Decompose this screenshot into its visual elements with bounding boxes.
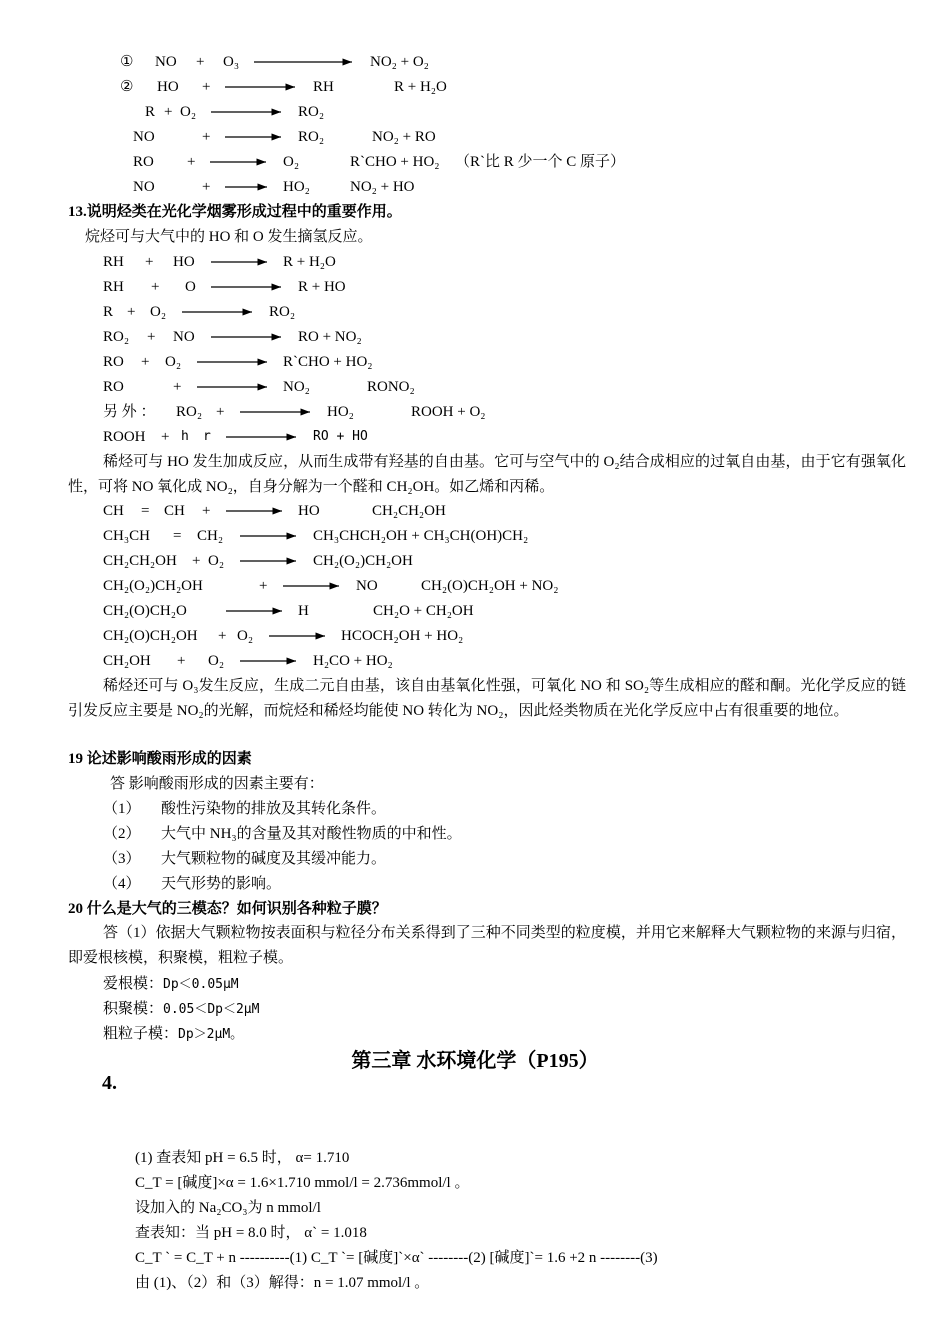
question-number: 4. xyxy=(102,1072,117,1094)
reaction-arrow xyxy=(240,526,298,546)
reaction-arrow xyxy=(197,377,269,397)
alkene-paragraph: 稀烃可与 HO 发生加成反应，从而生成带有羟基的自由基。它可与空气中的 O₂结合成相应的过氧自由基，由于它有强氧化性，可将 NO 氧化成 NO₂，自身分解为一个醛和 CH₂OH。如乙烯和丙稀。 xyxy=(68,454,906,495)
solution-line-4: 查表知：当 pH = 8.0 时， α` = 1.018 xyxy=(135,1225,367,1241)
reaction-arrow xyxy=(226,427,298,447)
reaction-arrow xyxy=(226,601,284,621)
solution-line-6: 由 (1)、（2）和（3）解得：n = 1.07 mmol/l 。 xyxy=(135,1275,430,1291)
reaction-arrow xyxy=(283,576,341,596)
reaction-arrow xyxy=(240,402,312,422)
reaction-arrow xyxy=(197,352,269,372)
q13-intro: 烷烃可与大气中的 HO 和 O 发生摘氢反应。 xyxy=(85,229,373,245)
mode-aitken: 爱根模：Dp＜0.05μM xyxy=(103,976,239,992)
reaction-arrow xyxy=(269,626,327,646)
reaction-arrow xyxy=(182,302,254,322)
q13-title: 13.说明烃类在光化学烟雾形成过程中的重要作用。 xyxy=(68,204,402,220)
reaction-arrow xyxy=(211,277,283,297)
reaction-arrow xyxy=(225,127,283,147)
reaction-arrow xyxy=(211,327,283,347)
chapter-title: 第三章 水环境化学（P195） xyxy=(351,1050,599,1072)
reaction-arrow xyxy=(240,551,298,571)
solution-line-3: 设加入的 Na₂CO₃为 n mmol/l xyxy=(135,1200,321,1216)
solution-line-2: C_T = [碱度]×α = 1.6×1.710 mmol/l = 2.736mmol/l 。 xyxy=(135,1175,470,1191)
reaction-arrow xyxy=(240,651,298,671)
circled-one: ① xyxy=(120,54,134,70)
reaction-arrow xyxy=(211,252,269,272)
q19-answer: 答 影响酸雨形成的因素主要有： xyxy=(110,776,324,792)
reaction-arrow xyxy=(225,77,297,97)
q20-answer: 答（1）依据大气颗粒物按表面积与粒径分布关系得到了三种不同类型的粒度模，并用它来解释大气颗粒物的来源与归宿，即爱根核模，积聚模，粗粒子模。 xyxy=(68,925,906,966)
reaction-arrow xyxy=(210,152,268,172)
reaction-arrow xyxy=(254,52,354,72)
reaction-arrow xyxy=(226,501,284,521)
solution-line-5: C_T ` = C_T + n ----------(1) C_T `= [碱度]`×α` --------(2) [碱度]`= 1.6 +2 n --------(3) xyxy=(135,1250,658,1266)
reaction-arrow xyxy=(225,177,269,197)
reaction-note: （R`比 R 少一个 C 原子） xyxy=(455,154,626,170)
q19-title: 19 论述影响酸雨形成的因素 xyxy=(68,751,252,767)
q20-title: 20 什么是大气的三模态？如何识别各种粒子膜？ xyxy=(68,901,387,917)
circled-two: ② xyxy=(120,79,134,95)
mode-accumulation: 积聚模：0.05＜Dp＜2μM xyxy=(103,1001,260,1017)
final-paragraph: 稀烃还可与 O₃发生反应，生成二元自由基，该自由基氧化性强，可氧化 NO 和 SO₂等生成相应的醛和酮。光化学反应的链引发反应主要是 NO₂的光解，而烷烃和稀烃均能使 NO 转化为 NO₂，因此烃类物质在光化学反应中占有很重要的地位。 xyxy=(68,678,906,719)
solution-line-1: (1) 查表知 pH = 6.5 时， α= 1.710 xyxy=(135,1150,350,1166)
reaction-arrow xyxy=(211,102,283,122)
mode-coarse: 粗粒子模：Dp＞2μM。 xyxy=(103,1026,244,1042)
